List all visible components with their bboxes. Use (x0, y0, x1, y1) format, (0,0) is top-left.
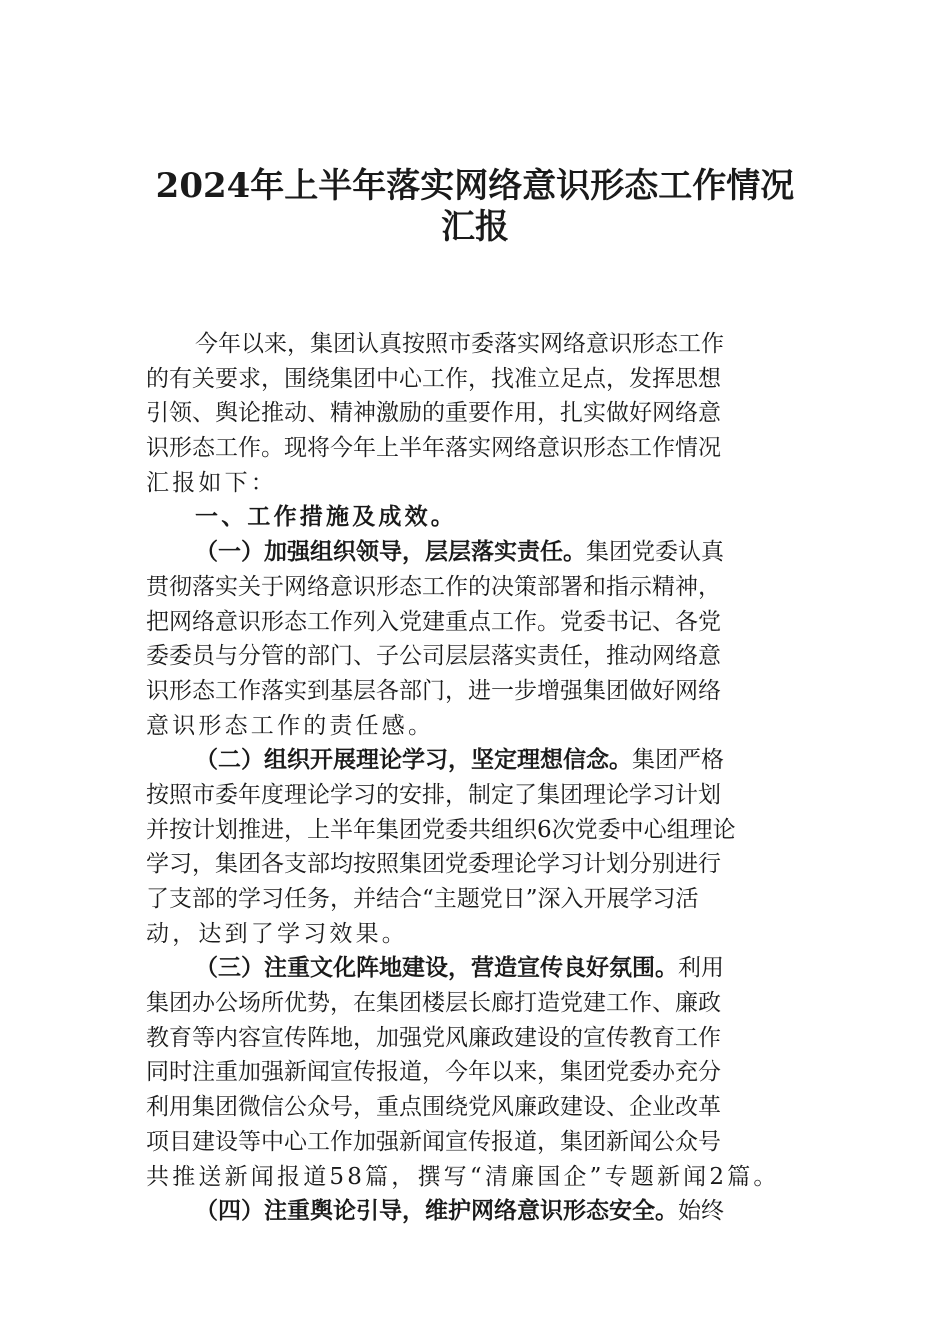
section-heading (146, 500, 806, 535)
text-line (146, 396, 806, 431)
line-text: 教育等内容宣传阵地，加强党风廉政建设的宣传教育工作 (146, 1024, 721, 1051)
text-line (146, 535, 806, 570)
text-line (146, 743, 806, 778)
text-line (146, 1125, 806, 1160)
text-line (146, 466, 806, 501)
text-line (146, 986, 806, 1021)
text-line (146, 951, 806, 986)
text-line (146, 1090, 806, 1125)
subsection-heading: （四）注重舆论引导，维护网络意识形态安全。 (195, 1197, 678, 1225)
text-line (146, 1055, 806, 1090)
subsection-heading: （二）组织开展理论学习，坚定理想信念。 (195, 746, 632, 774)
text-line (146, 639, 806, 674)
line-text: 项目建设等中心工作加强新闻宣传报道，集团新闻公众号 (146, 1128, 721, 1155)
line-text: 委委员与分管的部门、子公司层层落实责任，推动网络意 (146, 643, 721, 670)
text-line (146, 847, 806, 882)
text-line (146, 709, 806, 744)
line-text: 同时注重加强新闻宣传报道，今年以来，集团党委办充分 (146, 1059, 721, 1086)
line-text: 识形态工作落实到基层各部门，进一步增强集团做好网络 (146, 677, 721, 704)
line-text: 贯彻落实关于网络意识形态工作的决策部署和指示精神， (146, 573, 721, 600)
document-title-line-1: 2024年上半年落实网络意识形态工作情况 (155, 166, 795, 206)
text-line (146, 1160, 806, 1195)
text-line (146, 674, 806, 709)
text-line (146, 778, 806, 813)
line-text: 利用 (678, 955, 724, 982)
line-text: 的有关要求，围绕集团中心工作，找准立足点，发挥思想 (146, 365, 721, 392)
line-text: 了支部的学习任务，并结合“主题党日”深入开展学习活 (146, 886, 699, 912)
text-line (146, 917, 806, 952)
line-text: 动，达到了学习效果。 (146, 920, 408, 947)
line-text: 学习，集团各支部均按照集团党委理论学习计划分别进行 (146, 851, 721, 878)
text-line (146, 605, 806, 640)
line-text: 识形态工作。现将今年上半年落实网络意识形态工作情况 (146, 435, 721, 462)
text-line (146, 570, 806, 605)
line-text: 集团党委认真 (586, 539, 724, 566)
text-line (146, 362, 806, 397)
line-text: 意识形态工作的责任感。 (146, 712, 435, 739)
text-line (146, 813, 806, 848)
line-text: 汇报如下： (146, 469, 277, 496)
line-text: 引领、舆论推动、精神激励的重要作用，扎实做好网络意 (146, 400, 721, 427)
document-body (146, 327, 806, 1229)
line-text: 集团严格 (632, 747, 724, 774)
line-text: 今年以来，集团认真按照市委落实网络意识形态工作 (195, 331, 724, 357)
document-title-line-2: 汇报 (441, 207, 509, 247)
line-text: 共推送新闻报道58篇，撰写“清廉国企”专题新闻2篇。 (146, 1163, 780, 1190)
line-text: 始终 (678, 1198, 724, 1225)
subsection-heading: （一）加强组织领导，层层落实责任。 (195, 538, 586, 566)
text-line (146, 1021, 806, 1056)
text-line (146, 1194, 806, 1229)
text-line (146, 327, 806, 362)
line-text: 按照市委年度理论学习的安排，制定了集团理论学习计划 (146, 781, 721, 808)
line-text: 集团办公场所优势，在集团楼层长廊打造党建工作、廉政 (146, 990, 721, 1017)
line-text: 利用集团微信公众号，重点围绕党风廉政建设、企业改革 (146, 1094, 721, 1121)
text-line (146, 882, 806, 917)
line-text: 把网络意识形态工作列入党建重点工作。党委书记、各党 (146, 608, 721, 635)
line-text: 并按计划推进，上半年集团党委共组织6次党委中心组理论 (146, 816, 736, 843)
text-line (146, 431, 806, 466)
subsection-heading: （三）注重文化阵地建设，营造宣传良好氛围。 (195, 954, 678, 982)
line-text: 一、工作措施及成效。 (195, 504, 457, 531)
